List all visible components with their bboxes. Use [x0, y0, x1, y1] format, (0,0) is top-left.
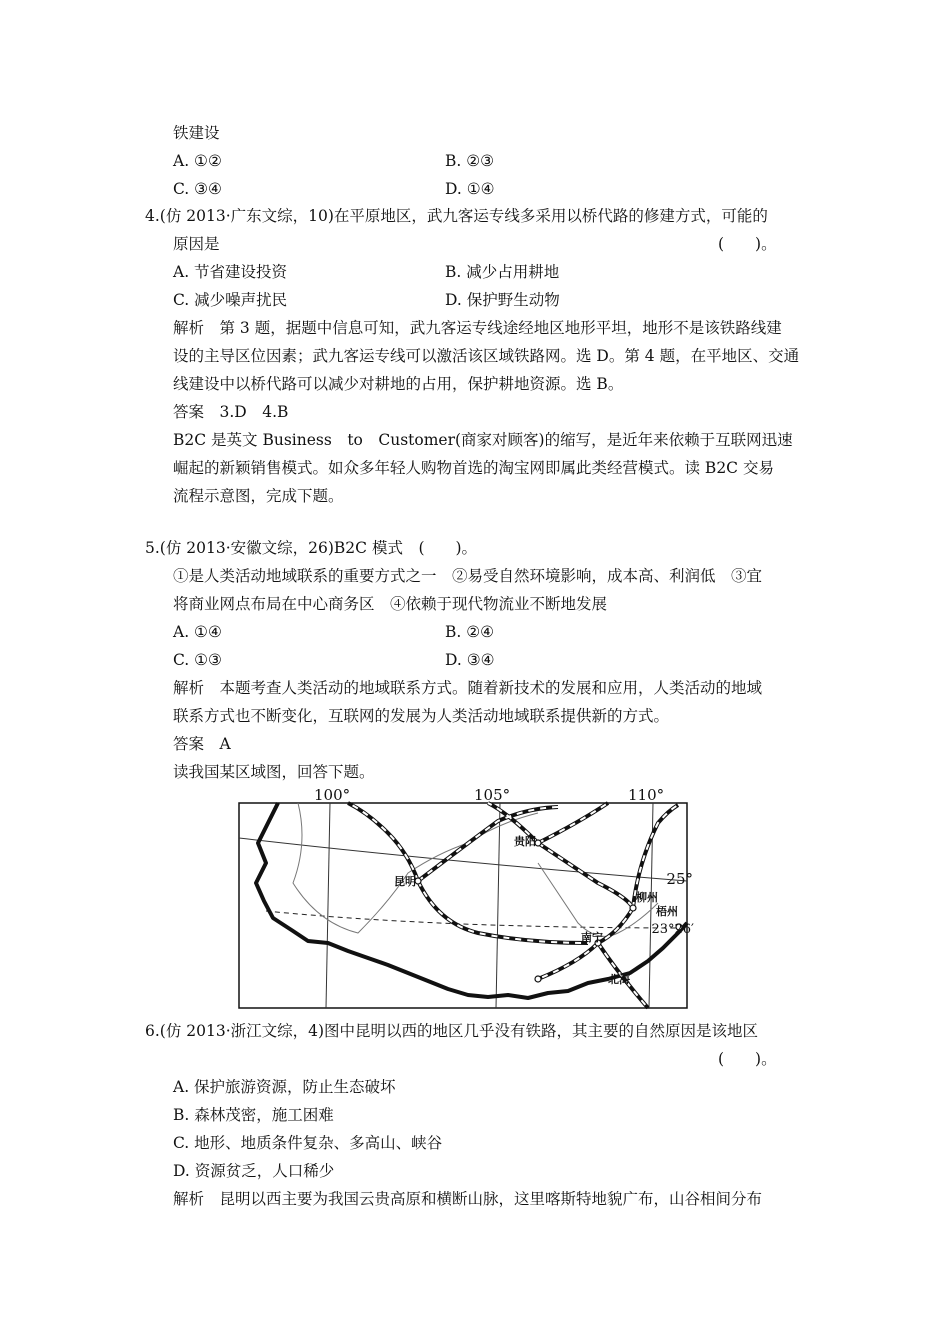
option-a: A. 保护旅游资源，防止生态破坏	[173, 1078, 396, 1096]
latitude-label: 25°	[666, 870, 693, 888]
option-c: C. ③④	[173, 180, 222, 198]
option-d: D. ①④	[445, 180, 495, 198]
answer-blank: ( )。	[718, 1050, 777, 1068]
city-label: 昆明	[394, 875, 416, 888]
longitude-label: 100°	[314, 786, 351, 804]
city-label: 梧州	[656, 905, 678, 918]
question-4-stem-cont: 原因是	[173, 235, 220, 253]
analysis-text: 解析 第 3 题，据题中信息可知，武九客运专线途经地区地形平坦，地形不是该铁路线建	[173, 319, 782, 337]
option-c: C. ①③	[173, 651, 222, 669]
option-a: A. ①②	[173, 152, 222, 170]
passage-text: 崛起的新颖销售模式。如众多年轻人购物首选的淘宝网即属此类经营模式。读 B2C 交易	[173, 459, 774, 477]
option-a: A. ①④	[173, 623, 222, 641]
analysis-text: 联系方式也不断变化，互联网的发展为人类活动地域联系提供新的方式。	[173, 707, 670, 725]
analysis-text: 线建设中以桥代路可以减少对耕地的占用，保护耕地资源。选 B。	[173, 375, 624, 393]
answer-text: 答案 A	[173, 735, 231, 753]
option-d: D. 保护野生动物	[445, 291, 560, 309]
option-c: C. 减少噪声扰民	[173, 291, 288, 309]
analysis-text: 解析 本题考查人类活动的地域联系方式。随着新技术的发展和应用，人类活动的地域	[173, 679, 763, 697]
city-label: 贵阳	[514, 835, 536, 848]
question-5-items: ①是人类活动地域联系的重要方式之一 ②易受自然环境影响，成本高、利润低 ③宜	[173, 567, 763, 585]
longitude-label: 105°	[474, 786, 511, 804]
question-5-stem: 5.(仿 2013·安徽文综，26)B2C 模式 ( )。	[145, 539, 478, 557]
answer-blank: ( )。	[718, 235, 777, 253]
answer-text: 答案 3.D 4.B	[173, 403, 289, 421]
option-b: B. 森林茂密，施工困难	[173, 1106, 334, 1124]
longitude-label: 110°	[628, 786, 665, 804]
city-label: 南宁	[581, 931, 603, 944]
option-c: C. 地形、地质条件复杂、多高山、峡谷	[173, 1134, 443, 1152]
instruction-text: 读我国某区域图，回答下题。	[173, 763, 375, 781]
question-5-items: 将商业网点布局在中心商务区 ④依赖于现代物流业不断地发展	[173, 595, 608, 613]
region-map-svg	[238, 783, 696, 1010]
option-b: B. 减少占用耕地	[445, 263, 560, 281]
analysis-text: 设的主导区位因素；武九客运专线可以激活该区域铁路网。选 D。第 4 题，在平地区、交通	[173, 347, 800, 365]
option-b: B. ②④	[445, 623, 495, 641]
region-map	[238, 783, 696, 1010]
passage-text: 流程示意图，完成下题。	[173, 487, 344, 505]
city-label: 北海	[608, 973, 630, 986]
option-b: B. ②③	[445, 152, 495, 170]
option-d: D. 资源贫乏，人口稀少	[173, 1162, 335, 1180]
option-a: A. 节省建设投资	[173, 263, 288, 281]
analysis-text: 解析 昆明以西主要为我国云贵高原和横断山脉，这里喀斯特地貌广布，山谷相间分布	[173, 1190, 763, 1208]
option-d: D. ③④	[445, 651, 495, 669]
question-4-stem: 4.(仿 2013·广东文综，10)在平原地区，武九客运专线多采用以桥代路的修建方式，可能的	[145, 207, 768, 225]
text-line: 铁建设	[173, 124, 220, 142]
latitude-label: 23°26′	[651, 922, 694, 937]
question-6-stem: 6.(仿 2013·浙江文综，4)图中昆明以西的地区几乎没有铁路，其主要的自然原因是该地区	[145, 1022, 759, 1040]
city-label: 柳州	[636, 891, 658, 904]
passage-text: B2C 是英文 Business to Customer(商家对顾客)的缩写，是近年来依赖于互联网迅速	[173, 431, 793, 449]
